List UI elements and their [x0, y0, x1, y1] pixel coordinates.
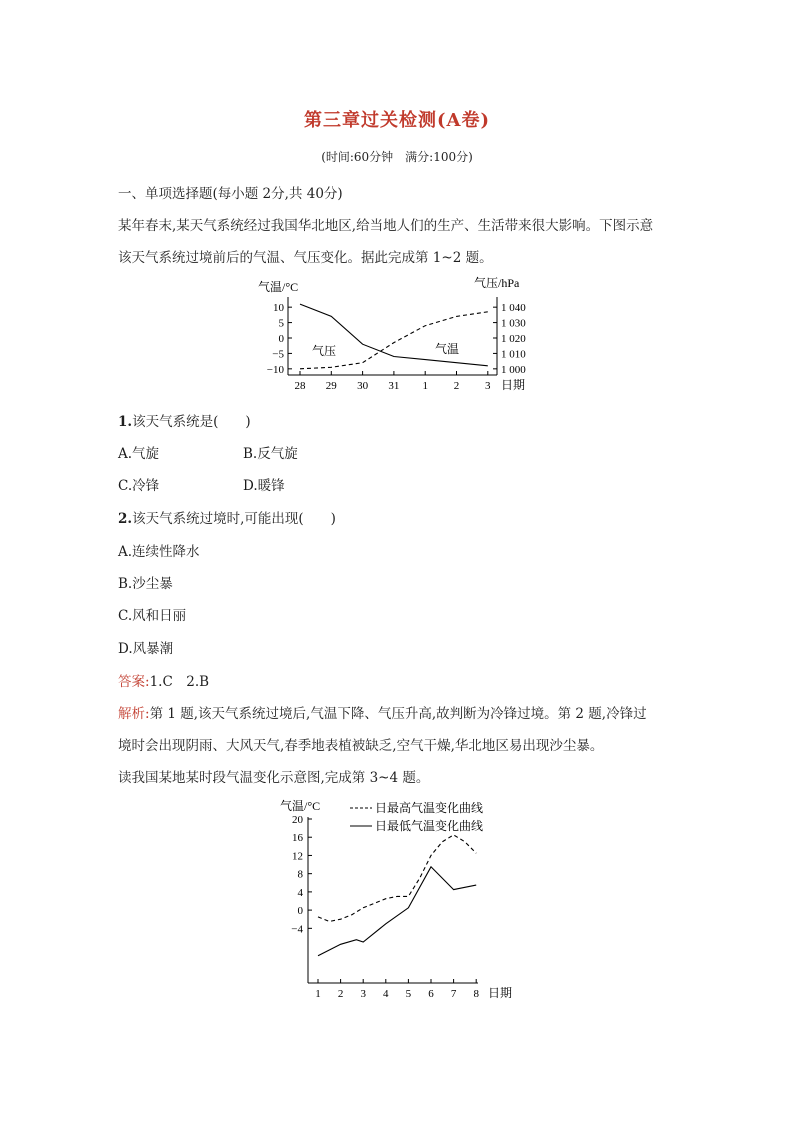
answer-text: 1.C 2.B — [149, 674, 210, 690]
x-axis-label: 日期 — [501, 378, 526, 392]
option-b[interactable]: B.沙尘暴 — [118, 576, 173, 592]
y-tick-label-right: 1 020 — [501, 333, 526, 345]
x-tick-label: 3 — [360, 988, 366, 1000]
series-label-pressure: 气压 — [312, 344, 337, 358]
x-tick-label: 6 — [428, 988, 434, 1000]
y-tick-label-right: 1 000 — [501, 363, 526, 376]
y-tick-label: −4 — [291, 923, 303, 936]
y-tick-label: 4 — [297, 886, 303, 899]
analysis-text-1: 第 1 题,该天气系统过境后,气温下降、气压升高,故判断为冷锋过境。第 2 题,冷锋过 — [149, 706, 647, 722]
intro-paragraph-2: 该天气系统过境前后的气温、气压变化。据此完成第 1~2 题。 — [118, 250, 493, 266]
question-1-text: 该天气系统是( ) — [132, 414, 251, 430]
question-2-number: 2. — [118, 511, 133, 527]
option-a[interactable]: A.气旋 — [118, 446, 160, 462]
option-a[interactable]: A.连续性降水 — [118, 544, 200, 560]
page-title: 第三章过关检测(A卷) — [304, 110, 490, 131]
y-tick-label-left: −10 — [266, 363, 284, 376]
intro-paragraph-3: 读我国某地某时段气温变化示意图,完成第 3~4 题。 — [118, 770, 430, 786]
option-d[interactable]: D.暖锋 — [243, 478, 285, 494]
analysis-label: 解析: — [118, 706, 150, 722]
x-tick-label: 28 — [294, 380, 306, 392]
x-tick-label: 31 — [388, 380, 400, 392]
question-2 — [118, 507, 336, 527]
x-tick-label: 8 — [473, 988, 479, 1000]
y-tick-label: 12 — [292, 850, 303, 863]
y-tick-label-left: 10 — [273, 302, 284, 315]
y-tick-label: 16 — [292, 832, 303, 845]
option-d[interactable]: D.风暴潮 — [118, 641, 174, 657]
x-axis-label: 日期 — [488, 986, 513, 1000]
x-tick-label: 3 — [485, 380, 491, 392]
x-tick-label: 30 — [357, 380, 369, 392]
chart-temperature-pressure — [252, 275, 552, 395]
series-label-temperature: 气温 — [435, 342, 460, 356]
y-tick-label-right: 1 030 — [501, 317, 526, 330]
option-b[interactable]: B.反气旋 — [243, 446, 298, 462]
x-tick-label: 1 — [422, 380, 428, 392]
y-tick-label-right: 1 040 — [501, 302, 526, 315]
y-axis-label-left: 气温/°C — [258, 280, 299, 294]
legend-label-min: 日最低气温变化曲线 — [375, 819, 484, 833]
y-axis-label-right: 气压/hPa — [474, 276, 520, 290]
x-tick-label: 2 — [337, 988, 344, 1000]
x-tick-label: 7 — [450, 988, 457, 1000]
y-tick-label-left: −5 — [272, 348, 284, 361]
pressure-line — [300, 312, 488, 369]
exam-info: (时间:60分钟 满分:100分) — [321, 150, 473, 164]
analysis-line-2: 境时会出现阴雨、大风天气,春季地表植被缺乏,空气干燥,华北地区易出现沙尘暴。 — [118, 738, 604, 754]
chart-daily-temperature — [268, 795, 528, 1005]
y-tick-label: 8 — [297, 868, 303, 881]
option-c[interactable]: C.冷锋 — [118, 478, 160, 494]
y-tick-label: 0 — [297, 905, 303, 918]
option-c[interactable]: C.风和日丽 — [118, 608, 187, 624]
question-1-options-row-2 — [118, 474, 285, 494]
answer — [118, 670, 209, 690]
question-2-text: 该天气系统过境时,可能出现( ) — [132, 511, 336, 527]
legend-label-max: 日最高气温变化曲线 — [375, 801, 484, 815]
x-tick-label: 1 — [315, 988, 321, 1000]
x-tick-label: 2 — [453, 380, 460, 392]
section-heading: 一、单项选择题(每小题 2分,共 40分) — [118, 186, 343, 202]
x-tick-label: 29 — [325, 380, 337, 392]
intro-paragraph-1: 某年春末,某天气系统经过我国华北地区,给当地人们的生产、生活带来很大影响。下图示意 — [118, 218, 654, 234]
y-tick-label-left: 5 — [278, 317, 284, 330]
x-tick-label: 5 — [405, 988, 412, 1000]
y-axis-label: 气温/°C — [280, 799, 321, 813]
question-1 — [118, 410, 251, 430]
min-temperature-line — [318, 867, 476, 956]
y-tick-label: 20 — [292, 814, 303, 826]
answer-label: 答案: — [118, 674, 150, 690]
y-tick-label-left: 0 — [278, 333, 284, 345]
y-tick-label-right: 1 010 — [501, 348, 526, 361]
max-temperature-line — [318, 835, 476, 922]
x-tick-label: 4 — [383, 988, 389, 1000]
question-1-number: 1. — [118, 414, 133, 430]
analysis-line-1 — [118, 702, 647, 722]
question-1-options-row-1 — [118, 442, 298, 462]
